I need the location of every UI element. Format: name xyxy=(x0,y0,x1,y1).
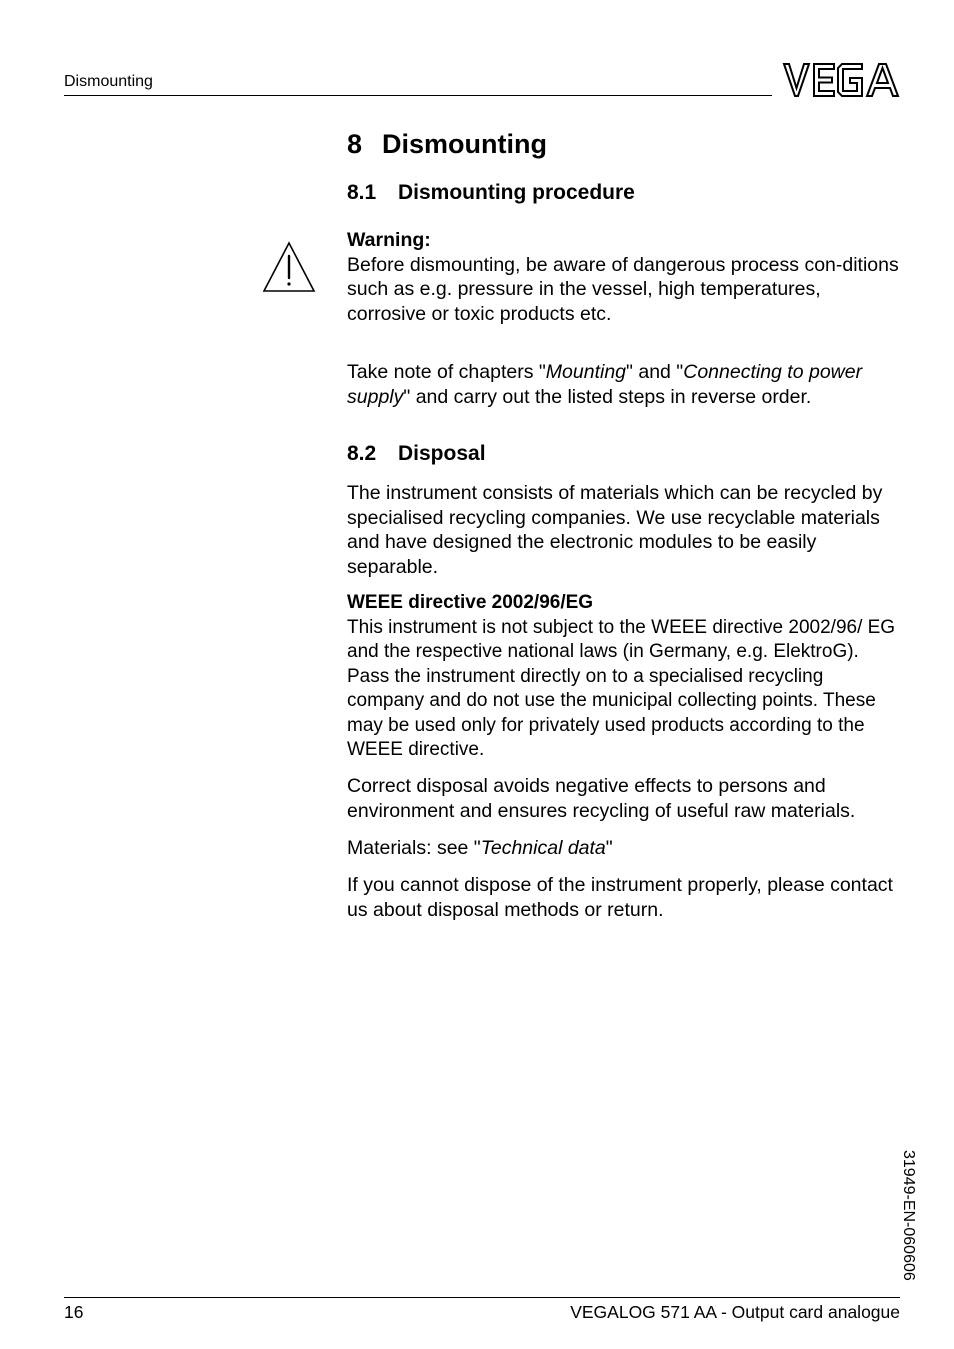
disposal-intro: The instrument consists of materials which can be recycled by specialised recycling companies. We use recyclable materials and have designed the electronic modules to be easily separable. xyxy=(347,482,883,578)
footer-divider xyxy=(64,1297,900,1298)
weee-heading: WEEE directive 2002/96/EG xyxy=(347,592,594,613)
procedure-note xyxy=(347,360,907,409)
technical-data-reference: Technical data xyxy=(480,837,606,859)
materials-suffix: " xyxy=(605,837,613,859)
section-heading-8-2 xyxy=(347,441,907,467)
running-header: Dismounting xyxy=(64,73,153,90)
section-number: 8.2 xyxy=(347,442,377,465)
materials-prefix: Materials: see " xyxy=(347,837,481,859)
disposal-contact: If you cannot dispose of the instrument properly, please contact us about disposal methods or return. xyxy=(347,874,893,921)
disposal-paragraph-3 xyxy=(347,774,907,823)
chapter-number: 8 xyxy=(347,129,363,159)
note-text-2: " and " xyxy=(626,361,684,383)
vega-logo-icon xyxy=(782,62,900,98)
weee-block xyxy=(347,591,903,763)
disposal-paragraph-1 xyxy=(347,481,907,579)
disposal-paragraph-5 xyxy=(347,873,907,922)
chapter-reference-mounting: Mounting xyxy=(545,361,627,383)
note-text-1: Take note of chapters " xyxy=(347,361,546,383)
chapter-title-text: Dismounting xyxy=(382,129,547,159)
document-code: 31949-EN-060606 xyxy=(900,1150,917,1281)
section-title: Disposal xyxy=(398,442,486,465)
disposal-benefits: Correct disposal avoids negative effects to persons and environment and ensures recycling of useful raw materials. xyxy=(347,775,856,822)
page-number: 16 xyxy=(64,1302,84,1322)
section-heading-8-1 xyxy=(347,180,907,206)
header-divider xyxy=(64,95,772,96)
weee-text: This instrument is not subject to the WEEE directive 2002/96/ EG and the respective national laws (in Germany, e.g. ElektroG). Pass the instrument directly on to a specialised recycling company and do not use the municipal collecting points. These may be used only for privately used products according to the WEEE directive. xyxy=(347,616,896,760)
warning-triangle-icon xyxy=(261,240,317,294)
warning-block xyxy=(347,228,907,326)
section-title: Dismounting procedure xyxy=(398,181,635,204)
section-number: 8.1 xyxy=(347,181,377,204)
warning-label: Warning: xyxy=(347,229,431,251)
note-text-3: " and carry out the listed steps in reverse order. xyxy=(403,385,812,408)
warning-text: Before dismounting, be aware of dangerous process con-ditions such as e.g. pressure in the vessel, high temperatures, corrosive or toxic products etc. xyxy=(347,253,899,325)
chapter-heading-block xyxy=(347,128,907,160)
footer-document-title: VEGALOG 571 AA - Output card analogue xyxy=(570,1302,900,1322)
materials-line xyxy=(347,836,907,861)
chapter-title xyxy=(347,128,907,160)
chapter-reference-connecting: Connecting to power supply xyxy=(347,361,863,408)
